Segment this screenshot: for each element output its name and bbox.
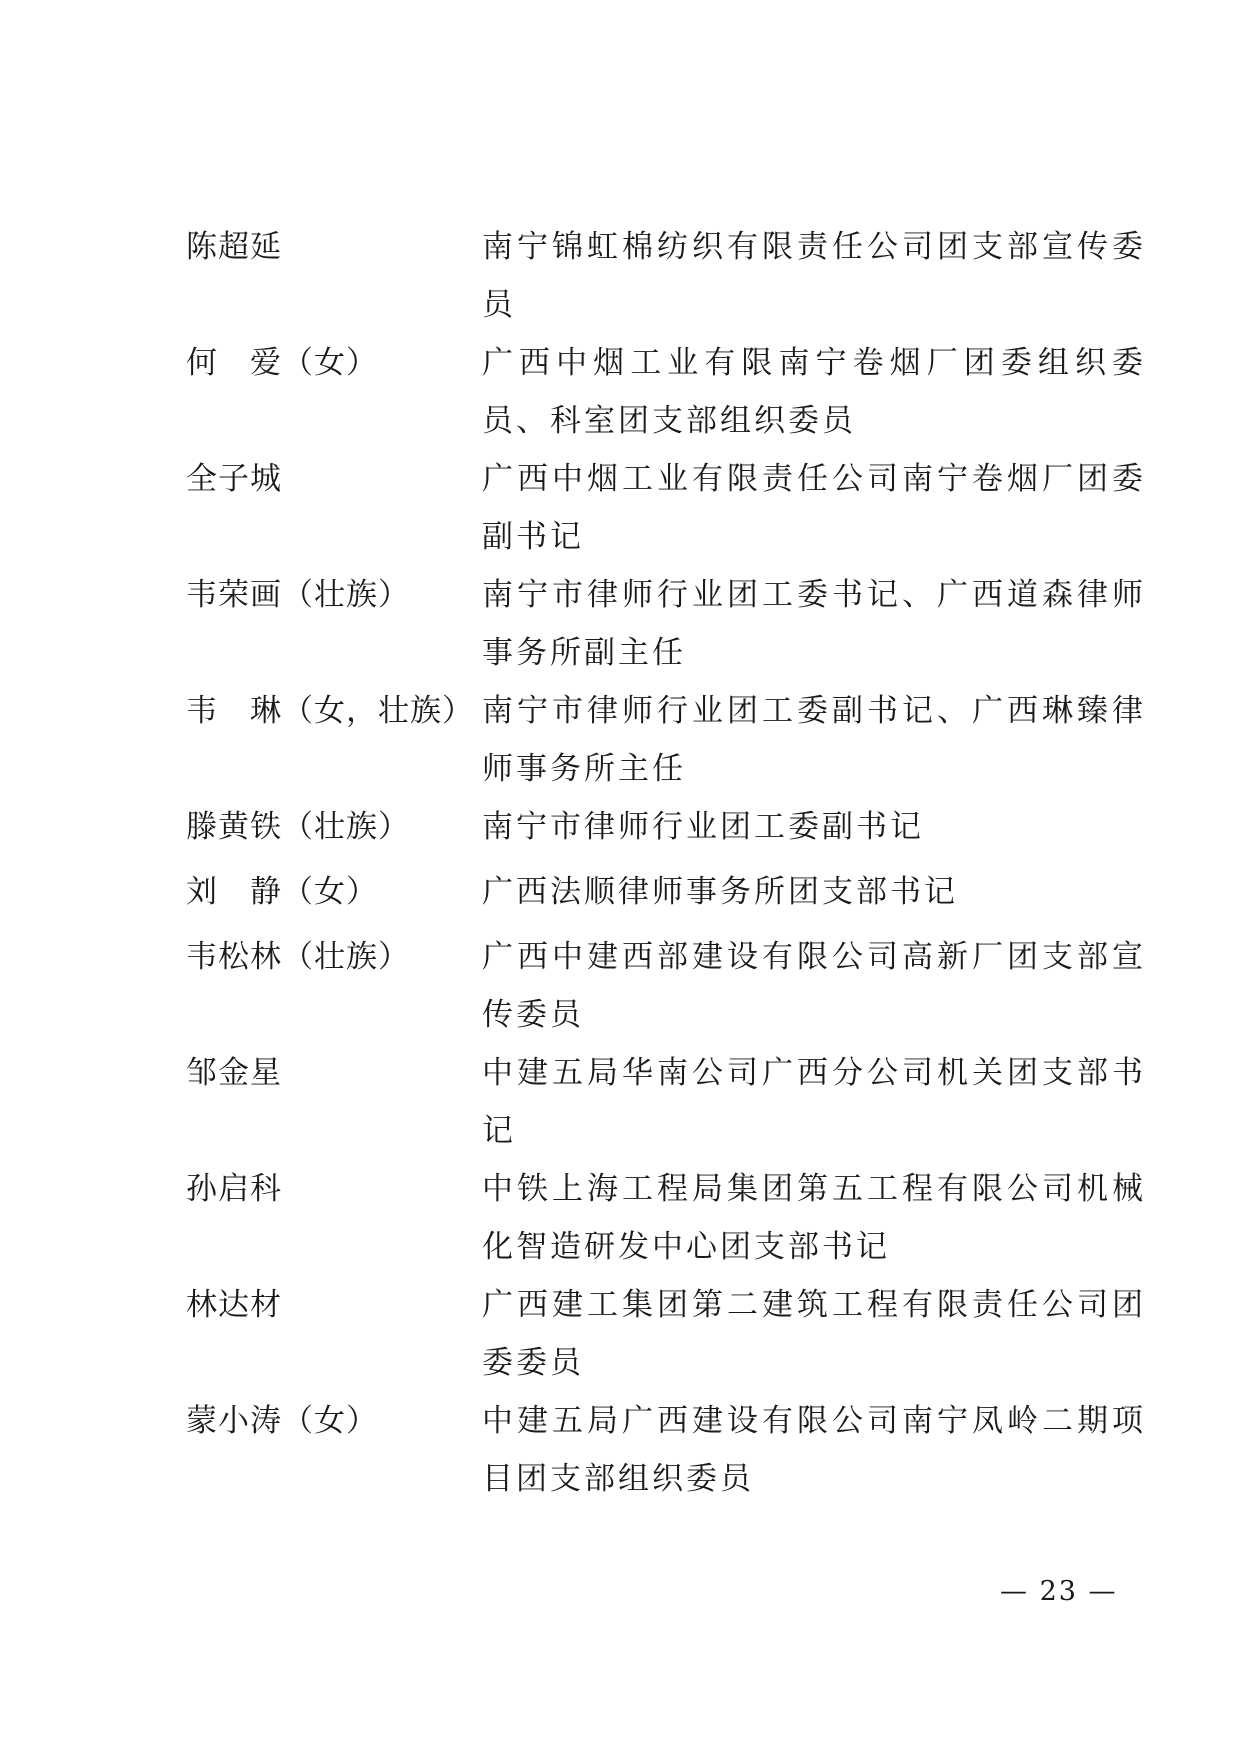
person-position: 广西建工集团第二建筑工程有限责任公司团委委员 (482, 1287, 1146, 1381)
person-position: 中建五局广西建设有限公司南宁凤岭二期项目团支部组织委员 (482, 1403, 1146, 1497)
person-position: 中建五局华南公司广西分公司机关团支部书记 (482, 1055, 1146, 1149)
page-number: — 23 — (1000, 1576, 1118, 1607)
person-name: 陈超延 (186, 229, 282, 265)
person-name: 全子城 (186, 461, 282, 497)
person-position: 广西中烟工业有限南宁卷烟厂团委组织委员、科室团支部组织委员 (482, 345, 1146, 439)
person-position: 南宁市律师行业团工委副书记 (482, 809, 924, 845)
person-name: 孙启科 (186, 1171, 282, 1207)
person-name: 何 爱（女） (186, 345, 378, 381)
person-position: 南宁市律师行业团工委书记、广西道森律师事务所副主任 (482, 577, 1146, 671)
person-name: 蒙小涛（女） (186, 1403, 378, 1439)
person-name: 韦荣画（壮族） (186, 577, 410, 613)
person-position: 广西中建西部建设有限公司高新厂团支部宣传委员 (482, 939, 1146, 1033)
person-position: 南宁锦虹棉纺织有限责任公司团支部宣传委员 (482, 229, 1146, 323)
person-position: 南宁市律师行业团工委副书记、广西琳臻律师事务所主任 (482, 693, 1146, 787)
person-position: 广西法顺律师事务所团支部书记 (482, 874, 958, 910)
person-position: 广西中烟工业有限责任公司南宁卷烟厂团委副书记 (482, 461, 1146, 555)
person-name: 林达材 (186, 1287, 282, 1323)
person-name: 滕黄铁（壮族） (186, 809, 410, 845)
person-name: 刘 静（女） (186, 874, 378, 910)
person-position: 中铁上海工程局集团第五工程有限公司机械化智造研发中心团支部书记 (482, 1171, 1146, 1265)
person-name: 邹金星 (186, 1055, 282, 1091)
person-name: 韦松林（壮族） (186, 939, 410, 975)
person-name: 韦 琳（女，壮族） (186, 693, 474, 729)
